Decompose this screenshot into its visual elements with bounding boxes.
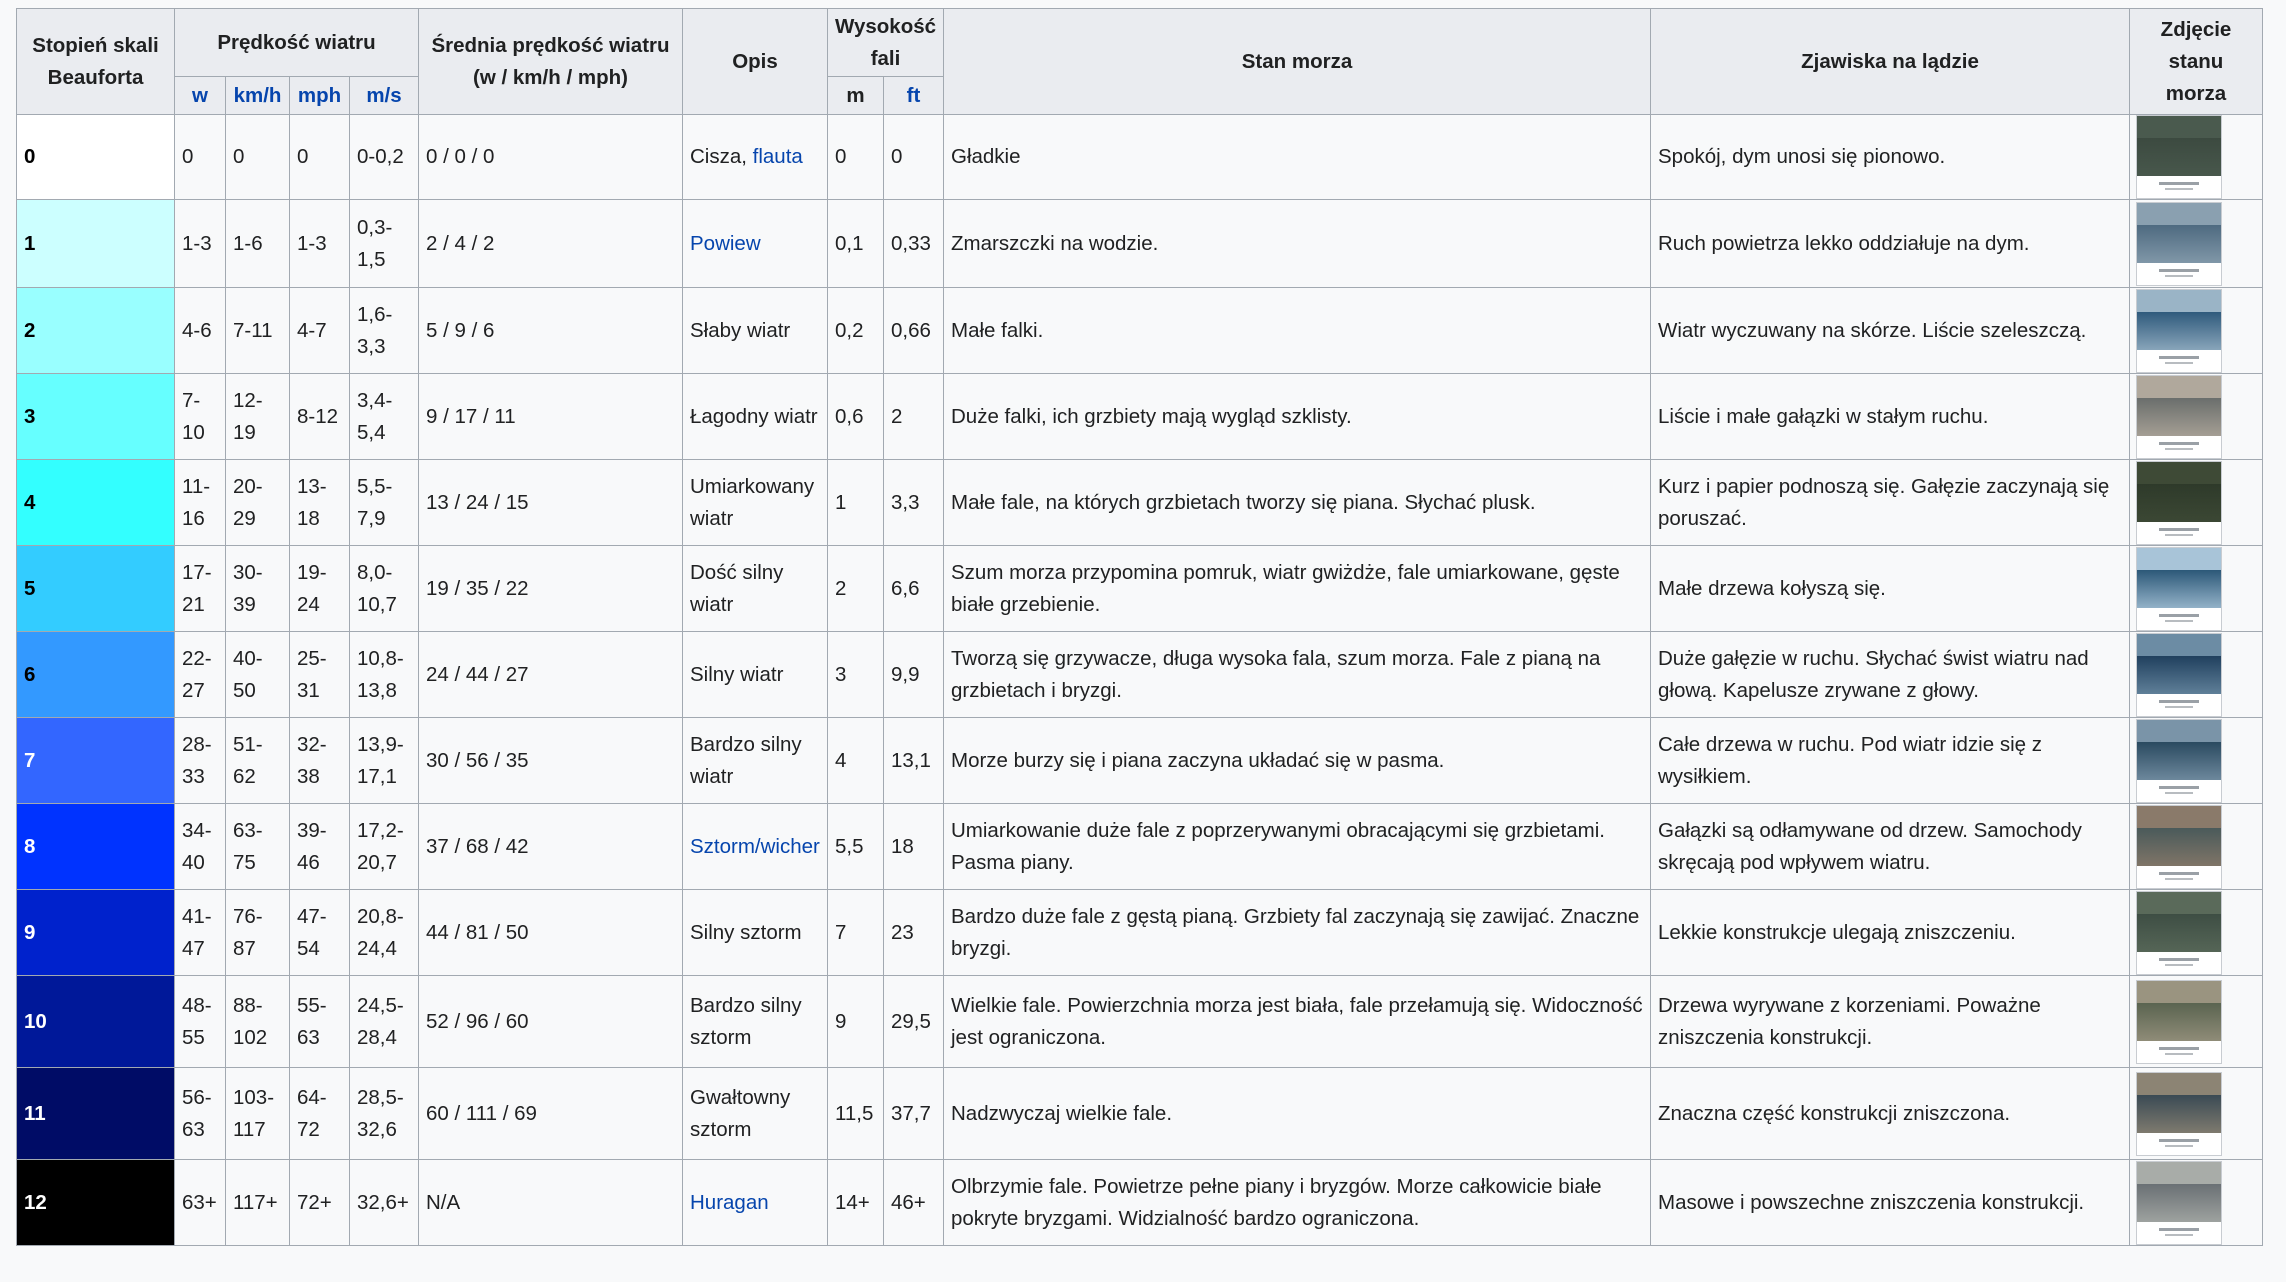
table-row — [17, 374, 2263, 460]
table-row — [17, 1068, 2263, 1160]
speed-ms-cell: 8,0-10,7 — [350, 546, 419, 632]
photo-sky — [2137, 892, 2221, 914]
header-unit-knots: w — [175, 77, 226, 115]
beaufort-level-cell: 1 — [17, 200, 175, 288]
land-effects-cell: Liście i małe gałązki w stałym ruchu. — [1651, 374, 2130, 460]
speed-ms-cell: 10,8-13,8 — [350, 632, 419, 718]
speed-ms-cell: 24,5-28,4 — [350, 976, 419, 1068]
sea-state-cell: Gładkie — [944, 115, 1651, 200]
photo-caption-line — [2159, 528, 2199, 531]
speed-ms-cell: 3,4-5,4 — [350, 374, 419, 460]
photo-sky — [2137, 634, 2221, 656]
sea-state-cell: Tworzą się grzywacze, długa wysoka fala, szum morza. Fale z pianą na grzbietach i bryzgi. — [944, 632, 1651, 718]
description-text: Silny wiatr — [690, 662, 784, 686]
photo-sky — [2137, 290, 2221, 312]
speed-knots-cell: 28-33 — [175, 718, 226, 804]
wave-height-m-cell: 7 — [828, 890, 884, 976]
avg-speed-cell: 9 / 17 / 11 — [419, 374, 683, 460]
photo-sky — [2137, 720, 2221, 742]
photo-cell — [2130, 1068, 2263, 1160]
description-text: Bardzo silny wiatr — [690, 732, 802, 788]
speed-ms-cell: 28,5-32,6 — [350, 1068, 419, 1160]
photo-caption-line — [2159, 1139, 2199, 1142]
photo-sea — [2137, 828, 2221, 866]
speed-kmh-cell: 76-87 — [226, 890, 290, 976]
sea-state-cell: Małe falki. — [944, 288, 1651, 374]
speed-knots-cell: 56-63 — [175, 1068, 226, 1160]
description-text: Umiarkowany wiatr — [690, 474, 815, 530]
wave-height-ft-cell: 13,1 — [884, 718, 944, 804]
header-photo: Zdjęcie stanu morza — [2130, 9, 2263, 115]
wave-height-m-cell: 0 — [828, 115, 884, 200]
speed-kmh-cell: 117+ — [226, 1160, 290, 1246]
photo-cell — [2130, 546, 2263, 632]
sea-state-cell: Małe fale, na których grzbietach tworzy się piana. Słychać plusk. — [944, 460, 1651, 546]
sea-state-photo-thumbnail[interactable] — [2136, 1161, 2222, 1245]
sea-state-cell: Duże falki, ich grzbiety mają wygląd szklisty. — [944, 374, 1651, 460]
wave-height-m-cell: 5,5 — [828, 804, 884, 890]
sea-state-photo-thumbnail[interactable] — [2136, 1072, 2222, 1156]
header-wave-height: Wysokość fali — [828, 9, 944, 77]
wave-height-ft-cell: 0,66 — [884, 288, 944, 374]
table-row — [17, 115, 2263, 200]
photo-caption-line — [2159, 614, 2199, 617]
speed-mph-cell: 64-72 — [290, 1068, 350, 1160]
avg-speed-cell: 2 / 4 / 2 — [419, 200, 683, 288]
description-cell — [683, 804, 828, 890]
table-row — [17, 288, 2263, 374]
photo-sea — [2137, 484, 2221, 522]
land-effects-cell: Spokój, dym unosi się pionowo. — [1651, 115, 2130, 200]
photo-caption-line — [2165, 362, 2193, 364]
speed-ms-cell: 13,9-17,1 — [350, 718, 419, 804]
description-cell — [683, 115, 828, 200]
photo-sea — [2137, 656, 2221, 694]
speed-kmh-cell: 40-50 — [226, 632, 290, 718]
speed-knots-cell: 41-47 — [175, 890, 226, 976]
table-row — [17, 460, 2263, 546]
speed-kmh-cell: 88-102 — [226, 976, 290, 1068]
speed-ms-cell: 0-0,2 — [350, 115, 419, 200]
speed-kmh-cell: 1-6 — [226, 200, 290, 288]
photo-caption-line — [2159, 182, 2199, 185]
photo-caption-line — [2165, 878, 2193, 880]
speed-mph-cell: 4-7 — [290, 288, 350, 374]
description-link[interactable]: Sztorm/wicher — [690, 834, 820, 858]
speed-mph-cell: 1-3 — [290, 200, 350, 288]
description-cell — [683, 976, 828, 1068]
wave-height-m-cell: 2 — [828, 546, 884, 632]
wave-height-m-cell: 14+ — [828, 1160, 884, 1246]
wave-height-ft-cell: 18 — [884, 804, 944, 890]
land-effects-cell: Duże gałęzie w ruchu. Słychać świst wiatru nad głową. Kapelusze zrywane z głowy. — [1651, 632, 2130, 718]
sea-state-photo-thumbnail[interactable] — [2136, 202, 2222, 286]
description-cell — [683, 632, 828, 718]
header-unit-mph: mph — [290, 77, 350, 115]
photo-cell — [2130, 115, 2263, 200]
description-cell — [683, 1068, 828, 1160]
speed-knots-cell: 0 — [175, 115, 226, 200]
speed-knots-cell: 48-55 — [175, 976, 226, 1068]
photo-caption-line — [2159, 786, 2199, 789]
sea-state-photo-thumbnail[interactable] — [2136, 805, 2222, 889]
description-link[interactable]: Powiew — [690, 231, 761, 255]
sea-state-cell: Bardzo duże fale z gęstą pianą. Grzbiety fal zaczynają się zawijać. Znaczne bryzgi. — [944, 890, 1651, 976]
photo-cell — [2130, 718, 2263, 804]
speed-knots-cell: 7-10 — [175, 374, 226, 460]
wave-height-ft-cell: 0,33 — [884, 200, 944, 288]
photo-sky — [2137, 116, 2221, 138]
speed-mph-cell: 19-24 — [290, 546, 350, 632]
beaufort-level-cell: 10 — [17, 976, 175, 1068]
description-link[interactable]: flauta — [752, 145, 803, 168]
beaufort-level-cell: 9 — [17, 890, 175, 976]
speed-kmh-cell: 63-75 — [226, 804, 290, 890]
photo-caption-line — [2165, 448, 2193, 450]
speed-knots-cell: 22-27 — [175, 632, 226, 718]
wave-height-m-cell: 0,2 — [828, 288, 884, 374]
avg-speed-cell: 60 / 111 / 69 — [419, 1068, 683, 1160]
photo-cell — [2130, 632, 2263, 718]
beaufort-level-cell: 4 — [17, 460, 175, 546]
sea-state-photo-thumbnail[interactable] — [2136, 375, 2222, 459]
land-effects-cell: Znaczna część konstrukcji zniszczona. — [1651, 1068, 2130, 1160]
header-description: Opis — [683, 9, 828, 115]
photo-caption-line — [2165, 188, 2193, 190]
table-row — [17, 1160, 2263, 1246]
speed-mph-cell: 55-63 — [290, 976, 350, 1068]
description-text: Bardzo silny sztorm — [690, 993, 802, 1049]
photo-sky — [2137, 376, 2221, 398]
avg-speed-cell: 37 / 68 / 42 — [419, 804, 683, 890]
photo-caption-line — [2165, 792, 2193, 794]
beaufort-level-cell: 0 — [17, 115, 175, 200]
header-avg-speed: Średnia prędkość wiatru (w / km/h / mph) — [419, 9, 683, 115]
photo-caption-line — [2165, 964, 2193, 966]
photo-caption-line — [2159, 958, 2199, 961]
photo-caption-line — [2165, 1234, 2193, 1236]
wave-height-ft-cell: 6,6 — [884, 546, 944, 632]
wave-height-m-cell: 9 — [828, 976, 884, 1068]
description-cell — [683, 374, 828, 460]
wave-height-ft-cell: 23 — [884, 890, 944, 976]
photo-sea — [2137, 742, 2221, 780]
wave-height-m-cell: 0,1 — [828, 200, 884, 288]
avg-speed-cell: 19 / 35 / 22 — [419, 546, 683, 632]
land-effects-cell: Masowe i powszechne zniszczenia konstrukcji. — [1651, 1160, 2130, 1246]
photo-caption-line — [2165, 620, 2193, 622]
photo-cell — [2130, 976, 2263, 1068]
table-row — [17, 632, 2263, 718]
avg-speed-cell: 52 / 96 / 60 — [419, 976, 683, 1068]
avg-speed-cell: 5 / 9 / 6 — [419, 288, 683, 374]
speed-ms-cell: 5,5-7,9 — [350, 460, 419, 546]
speed-mph-cell: 47-54 — [290, 890, 350, 976]
header-unit-ft: ft — [884, 77, 944, 115]
beaufort-table-container — [16, 8, 2263, 1246]
table-row — [17, 976, 2263, 1068]
header-unit-ms: m/s — [350, 77, 419, 115]
description-text: Łagodny wiatr — [690, 404, 818, 428]
wave-height-m-cell: 0,6 — [828, 374, 884, 460]
sea-state-cell: Szum morza przypomina pomruk, wiatr gwiżdże, fale umiarkowane, gęste białe grzebienie. — [944, 546, 1651, 632]
header-speed: Prędkość wiatru — [175, 9, 419, 77]
photo-caption-line — [2159, 872, 2199, 875]
photo-caption-line — [2165, 275, 2193, 277]
speed-mph-cell: 25-31 — [290, 632, 350, 718]
table-row — [17, 890, 2263, 976]
speed-ms-cell: 0,3-1,5 — [350, 200, 419, 288]
land-effects-cell: Drzewa wyrywane z korzeniami. Poważne zniszczenia konstrukcji. — [1651, 976, 2130, 1068]
description-cell — [683, 718, 828, 804]
photo-sky — [2137, 548, 2221, 570]
speed-mph-cell: 39-46 — [290, 804, 350, 890]
sea-state-photo-thumbnail[interactable] — [2136, 115, 2222, 199]
photo-cell — [2130, 288, 2263, 374]
sea-state-photo-thumbnail[interactable] — [2136, 547, 2222, 631]
sea-state-photo-thumbnail[interactable] — [2136, 719, 2222, 803]
beaufort-level-cell: 8 — [17, 804, 175, 890]
wave-height-ft-cell: 37,7 — [884, 1068, 944, 1160]
beaufort-level-cell: 12 — [17, 1160, 175, 1246]
beaufort-level-cell: 2 — [17, 288, 175, 374]
speed-ms-cell: 20,8-24,4 — [350, 890, 419, 976]
land-effects-cell: Całe drzewa w ruchu. Pod wiatr idzie się z wysiłkiem. — [1651, 718, 2130, 804]
wave-height-m-cell: 4 — [828, 718, 884, 804]
sea-state-cell: Umiarkowanie duże fale z poprzerywanymi obracającymi się grzbietami. Pasma piany. — [944, 804, 1651, 890]
table-row — [17, 200, 2263, 288]
table-row — [17, 804, 2263, 890]
photo-cell — [2130, 1160, 2263, 1246]
photo-sky — [2137, 1073, 2221, 1095]
sea-state-cell: Nadzwyczaj wielkie fale. — [944, 1068, 1651, 1160]
sea-state-photo-thumbnail[interactable] — [2136, 461, 2222, 545]
photo-caption-line — [2165, 1053, 2193, 1055]
speed-knots-cell: 17-21 — [175, 546, 226, 632]
photo-sea — [2137, 138, 2221, 176]
wave-height-ft-cell: 46+ — [884, 1160, 944, 1246]
description-cell — [683, 200, 828, 288]
photo-caption-line — [2165, 706, 2193, 708]
avg-speed-cell: 44 / 81 / 50 — [419, 890, 683, 976]
photo-sea — [2137, 570, 2221, 608]
speed-knots-cell: 63+ — [175, 1160, 226, 1246]
photo-caption-line — [2159, 269, 2199, 272]
photo-caption-line — [2159, 442, 2199, 445]
photo-sea — [2137, 225, 2221, 263]
photo-sea — [2137, 1095, 2221, 1133]
description-text: Gwałtowny sztorm — [690, 1085, 791, 1141]
sea-state-photo-thumbnail[interactable] — [2136, 289, 2222, 373]
speed-kmh-cell: 0 — [226, 115, 290, 200]
photo-sea — [2137, 1003, 2221, 1041]
avg-speed-cell: 0 / 0 / 0 — [419, 115, 683, 200]
wave-height-ft-cell: 9,9 — [884, 632, 944, 718]
wave-height-ft-cell: 3,3 — [884, 460, 944, 546]
photo-sea — [2137, 398, 2221, 436]
table-row — [17, 546, 2263, 632]
description-cell — [683, 546, 828, 632]
speed-knots-cell: 11-16 — [175, 460, 226, 546]
description-cell — [683, 460, 828, 546]
speed-ms-cell: 1,6-3,3 — [350, 288, 419, 374]
land-effects-cell: Małe drzewa kołyszą się. — [1651, 546, 2130, 632]
avg-speed-cell: 30 / 56 / 35 — [419, 718, 683, 804]
wave-height-ft-cell: 0 — [884, 115, 944, 200]
speed-ms-cell: 32,6+ — [350, 1160, 419, 1246]
photo-caption-line — [2159, 700, 2199, 703]
speed-knots-cell: 1-3 — [175, 200, 226, 288]
photo-sky — [2137, 462, 2221, 484]
table-row — [17, 718, 2263, 804]
description-link[interactable]: Huragan — [690, 1190, 769, 1214]
header-land-effects: Zjawiska na lądzie — [1651, 9, 2130, 115]
beaufort-level-cell: 6 — [17, 632, 175, 718]
avg-speed-cell: 13 / 24 / 15 — [419, 460, 683, 546]
description-text: Dość silny wiatr — [690, 560, 784, 616]
header-unit-m: m — [828, 77, 884, 115]
speed-mph-cell: 32-38 — [290, 718, 350, 804]
land-effects-cell: Lekkie konstrukcje ulegają zniszczeniu. — [1651, 890, 2130, 976]
sea-state-photo-thumbnail[interactable] — [2136, 633, 2222, 717]
photo-cell — [2130, 460, 2263, 546]
speed-kmh-cell: 51-62 — [226, 718, 290, 804]
description-text: Cisza, — [690, 145, 753, 168]
land-effects-cell: Wiatr wyczuwany na skórze. Liście szeleszczą. — [1651, 288, 2130, 374]
description-text: Słaby wiatr — [690, 318, 791, 342]
photo-sky — [2137, 806, 2221, 828]
speed-kmh-cell: 20-29 — [226, 460, 290, 546]
photo-sky — [2137, 1162, 2221, 1184]
description-cell — [683, 1160, 828, 1246]
photo-cell — [2130, 890, 2263, 976]
description-cell — [683, 890, 828, 976]
beaufort-level-cell: 11 — [17, 1068, 175, 1160]
photo-sky — [2137, 981, 2221, 1003]
speed-knots-cell: 34-40 — [175, 804, 226, 890]
photo-caption-line — [2165, 1145, 2193, 1147]
photo-sea — [2137, 1184, 2221, 1222]
speed-kmh-cell: 7-11 — [226, 288, 290, 374]
photo-sky — [2137, 203, 2221, 225]
wave-height-m-cell: 11,5 — [828, 1068, 884, 1160]
beaufort-scale-table — [16, 8, 2263, 1246]
speed-kmh-cell: 30-39 — [226, 546, 290, 632]
beaufort-level-cell: 7 — [17, 718, 175, 804]
speed-knots-cell: 4-6 — [175, 288, 226, 374]
sea-state-photo-thumbnail[interactable] — [2136, 891, 2222, 975]
photo-sea — [2137, 914, 2221, 952]
avg-speed-cell: 24 / 44 / 27 — [419, 632, 683, 718]
header-unit-kmh: km/h — [226, 77, 290, 115]
wave-height-ft-cell: 2 — [884, 374, 944, 460]
sea-state-cell: Zmarszczki na wodzie. — [944, 200, 1651, 288]
land-effects-cell: Kurz i papier podnoszą się. Gałęzie zaczynają się poruszać. — [1651, 460, 2130, 546]
sea-state-cell: Wielkie fale. Powierzchnia morza jest biała, fale przełamują się. Widoczność jest ograniczona. — [944, 976, 1651, 1068]
land-effects-cell: Gałązki są odłamywane od drzew. Samochody skręcają pod wpływem wiatru. — [1651, 804, 2130, 890]
speed-kmh-cell: 12-19 — [226, 374, 290, 460]
sea-state-photo-thumbnail[interactable] — [2136, 980, 2222, 1064]
wave-height-ft-cell: 29,5 — [884, 976, 944, 1068]
beaufort-level-cell: 5 — [17, 546, 175, 632]
photo-sea — [2137, 312, 2221, 350]
speed-mph-cell: 8-12 — [290, 374, 350, 460]
photo-caption-line — [2159, 1228, 2199, 1231]
header-level: Stopień skali Beauforta — [17, 9, 175, 115]
speed-mph-cell: 13-18 — [290, 460, 350, 546]
photo-cell — [2130, 804, 2263, 890]
description-text: Silny sztorm — [690, 920, 802, 944]
photo-cell — [2130, 374, 2263, 460]
wave-height-m-cell: 3 — [828, 632, 884, 718]
land-effects-cell: Ruch powietrza lekko oddziałuje na dym. — [1651, 200, 2130, 288]
sea-state-cell: Olbrzymie fale. Powietrze pełne piany i bryzgów. Morze całkowicie białe pokryte bryzgami. Widzialność bardzo ograniczona. — [944, 1160, 1651, 1246]
photo-caption-line — [2165, 534, 2193, 536]
sea-state-cell: Morze burzy się i piana zaczyna układać się w pasma. — [944, 718, 1651, 804]
header-sea-state: Stan morza — [944, 9, 1651, 115]
wave-height-m-cell: 1 — [828, 460, 884, 546]
photo-caption-line — [2159, 1047, 2199, 1050]
description-cell — [683, 288, 828, 374]
speed-mph-cell: 72+ — [290, 1160, 350, 1246]
speed-kmh-cell: 103-117 — [226, 1068, 290, 1160]
photo-caption-line — [2159, 356, 2199, 359]
photo-cell — [2130, 200, 2263, 288]
avg-speed-cell: N/A — [419, 1160, 683, 1246]
speed-mph-cell: 0 — [290, 115, 350, 200]
beaufort-level-cell: 3 — [17, 374, 175, 460]
speed-ms-cell: 17,2-20,7 — [350, 804, 419, 890]
